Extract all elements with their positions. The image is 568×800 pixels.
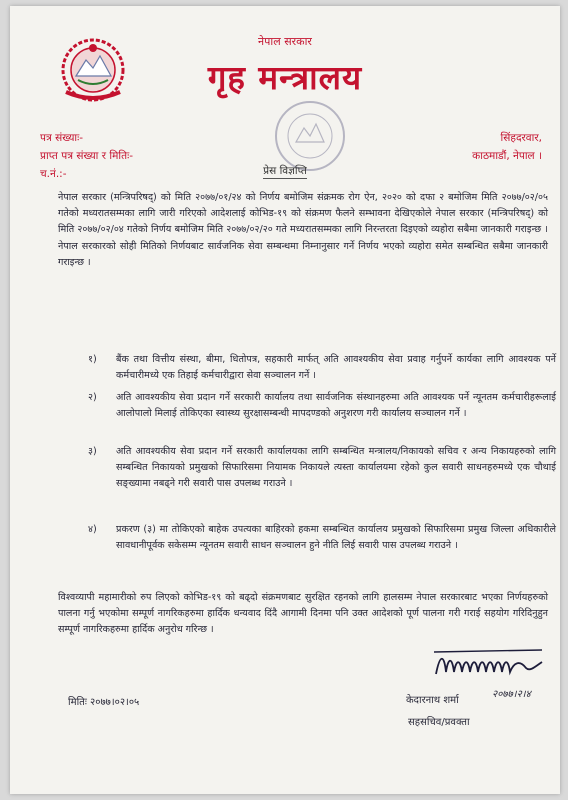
list-item-number: ३) [88,446,97,457]
government-name: नेपाल सरकार [258,35,312,48]
list-item-text: अति आवश्यकीय सेवा प्रदान गर्ने सरकारी कार्यालय तथा सार्वजनिक संस्थानहरुमा अति आवश्यक पर्ने न्यूनतम कर्मचारीहरूलाई आलोपालो मिलाई तोकिएका स्वास्थ्य सुरक्षासम्बन्धी मापदण्डको अनुशरण गरी कार्यालय सञ्चालन गर्ने । [116,392,556,420]
office-seal-icon [272,98,348,174]
address-block [472,129,542,165]
list-item-text: अति आवश्यकीय सेवा प्रदान गर्ने सरकारी कार्यालयका लागि सम्बन्धित मन्त्रालय/निकायको सचिव र अन्य निकायहरुको लागि सम्बन्धित निकायको प्रमुखको सिफारिसमा नियामक निकायले त्यस्ता कार्यालयमा रहेको कुल सवारी साधनहरुमध्ये एक चौथाई सङ्ख्यामा नबढ्ने गरी सवारी पास उपलब्ध गराउने । [116,446,556,490]
issue-date: मितिः २०७७।०२।०५ [68,697,140,708]
list-item [88,390,556,422]
list-item [88,522,556,554]
letter-sheet [10,6,560,794]
signer-designation: सहसचिव/प्रवक्ता [408,717,470,728]
closing-paragraph: विश्वव्यापी महामारीको रुप लिएको कोभिड-१९ को बढ्दो संक्रमणबाट सुरक्षित रहनको लागि हालसम्म नेपाल सरकारबाट भएका निर्णयहरुको पालना गर्नु भएकोमा सम्पूर्ण नागरिकहरुमा हार्दिक धन्यवाद दिंदै आगामी दिनमा पनि उक्त आदेशको पूर्ण पालना गरी गराई सहयोग गरिदिनुहुन सम्पूर्ण नागरिकहरुमा हार्दिक अनुरोध गरिन्छ । [58,592,548,636]
list-item-number: २) [88,392,97,403]
list-item-number: ४) [88,524,97,535]
subject-heading [10,164,560,178]
intro-paragraph: नेपाल सरकार (मन्त्रिपरिषद्) को मिति २०७७/०१/२४ को निर्णय बमोजिम संक्रमक रोग ऐन, २०२० को दफा २ बमोजिम मिति २०७७/०२/०५ गतेको मध्यरातसम्मका लागि जारी गरिएको आदेशलाई कोभिड-१९ को संक्रमण फैलने सम्भावना देखिएकोले नेपाल सरकार (मन्त्रिपरिषद्) को मिति २०७७/०२/०४ गतेको निर्णय बमोजिम मिति २०७७/०२/२० गते मध्यरातसम्मका लागि निरन्तरता दिइएको व्यहोरा सबैमा जानकारी गराइन्छ । नेपाल सरकारको सोही मितिको निर्णयबाट सार्वजनिक सेवा सम्बन्धमा निम्नानुसार गर्ने निर्णय भएको व्यहोरा समेत सम्बन्धित सबैमा जानकारी गराइन्छ । [58,192,548,268]
handwritten-signature-icon [430,644,550,688]
list-item [88,352,556,384]
list-item [88,444,556,493]
ministry-name: गृह मन्त्रालय [207,58,363,97]
list-item-text: प्रकरण (३) मा तोकिएको बाहेक उपत्यका बाहिरको हकमा सम्बन्धित कार्यालय प्रमुखको सिफारिसमा प्रमुख जिल्ला अधिकारीले सावधानीपूर्वक सकेसम्म न्यूनतम सवारी साधन सञ्चालन हुने नीति लिई सवारी पास उपलब्ध गराउने । [116,524,556,552]
address-line-2: काठमाडौं, नेपाल । [472,150,542,162]
letter-number-label: पत्र संख्याः- [40,132,84,144]
address-line-1: सिंहदरवार, [500,132,542,144]
signature-date: २०७७।२।४ [492,689,531,700]
dispatch-number-label: च.नं.:- [40,168,67,180]
list-item-text: बैंक तथा वित्तीय संस्था, बीमा, धितोपत्र, सहकारी मार्फत् अति आवश्यकीय सेवा प्रवाह गर्नुपर्ने कार्यका लागि आवश्यक पर्ने कर्मचारीमध्ये एक तिहाई कर्मचारीद्वारा सेवा सञ्चालन गर्ने । [116,354,556,382]
signer-name: केदारनाथ शर्मा [406,695,459,706]
received-letter-label: प्राप्त पत्र संख्या र मितिः- [40,150,133,162]
list-item-number: १) [88,354,97,365]
subject-text: प्रेस विज्ञप्ति [263,165,307,177]
